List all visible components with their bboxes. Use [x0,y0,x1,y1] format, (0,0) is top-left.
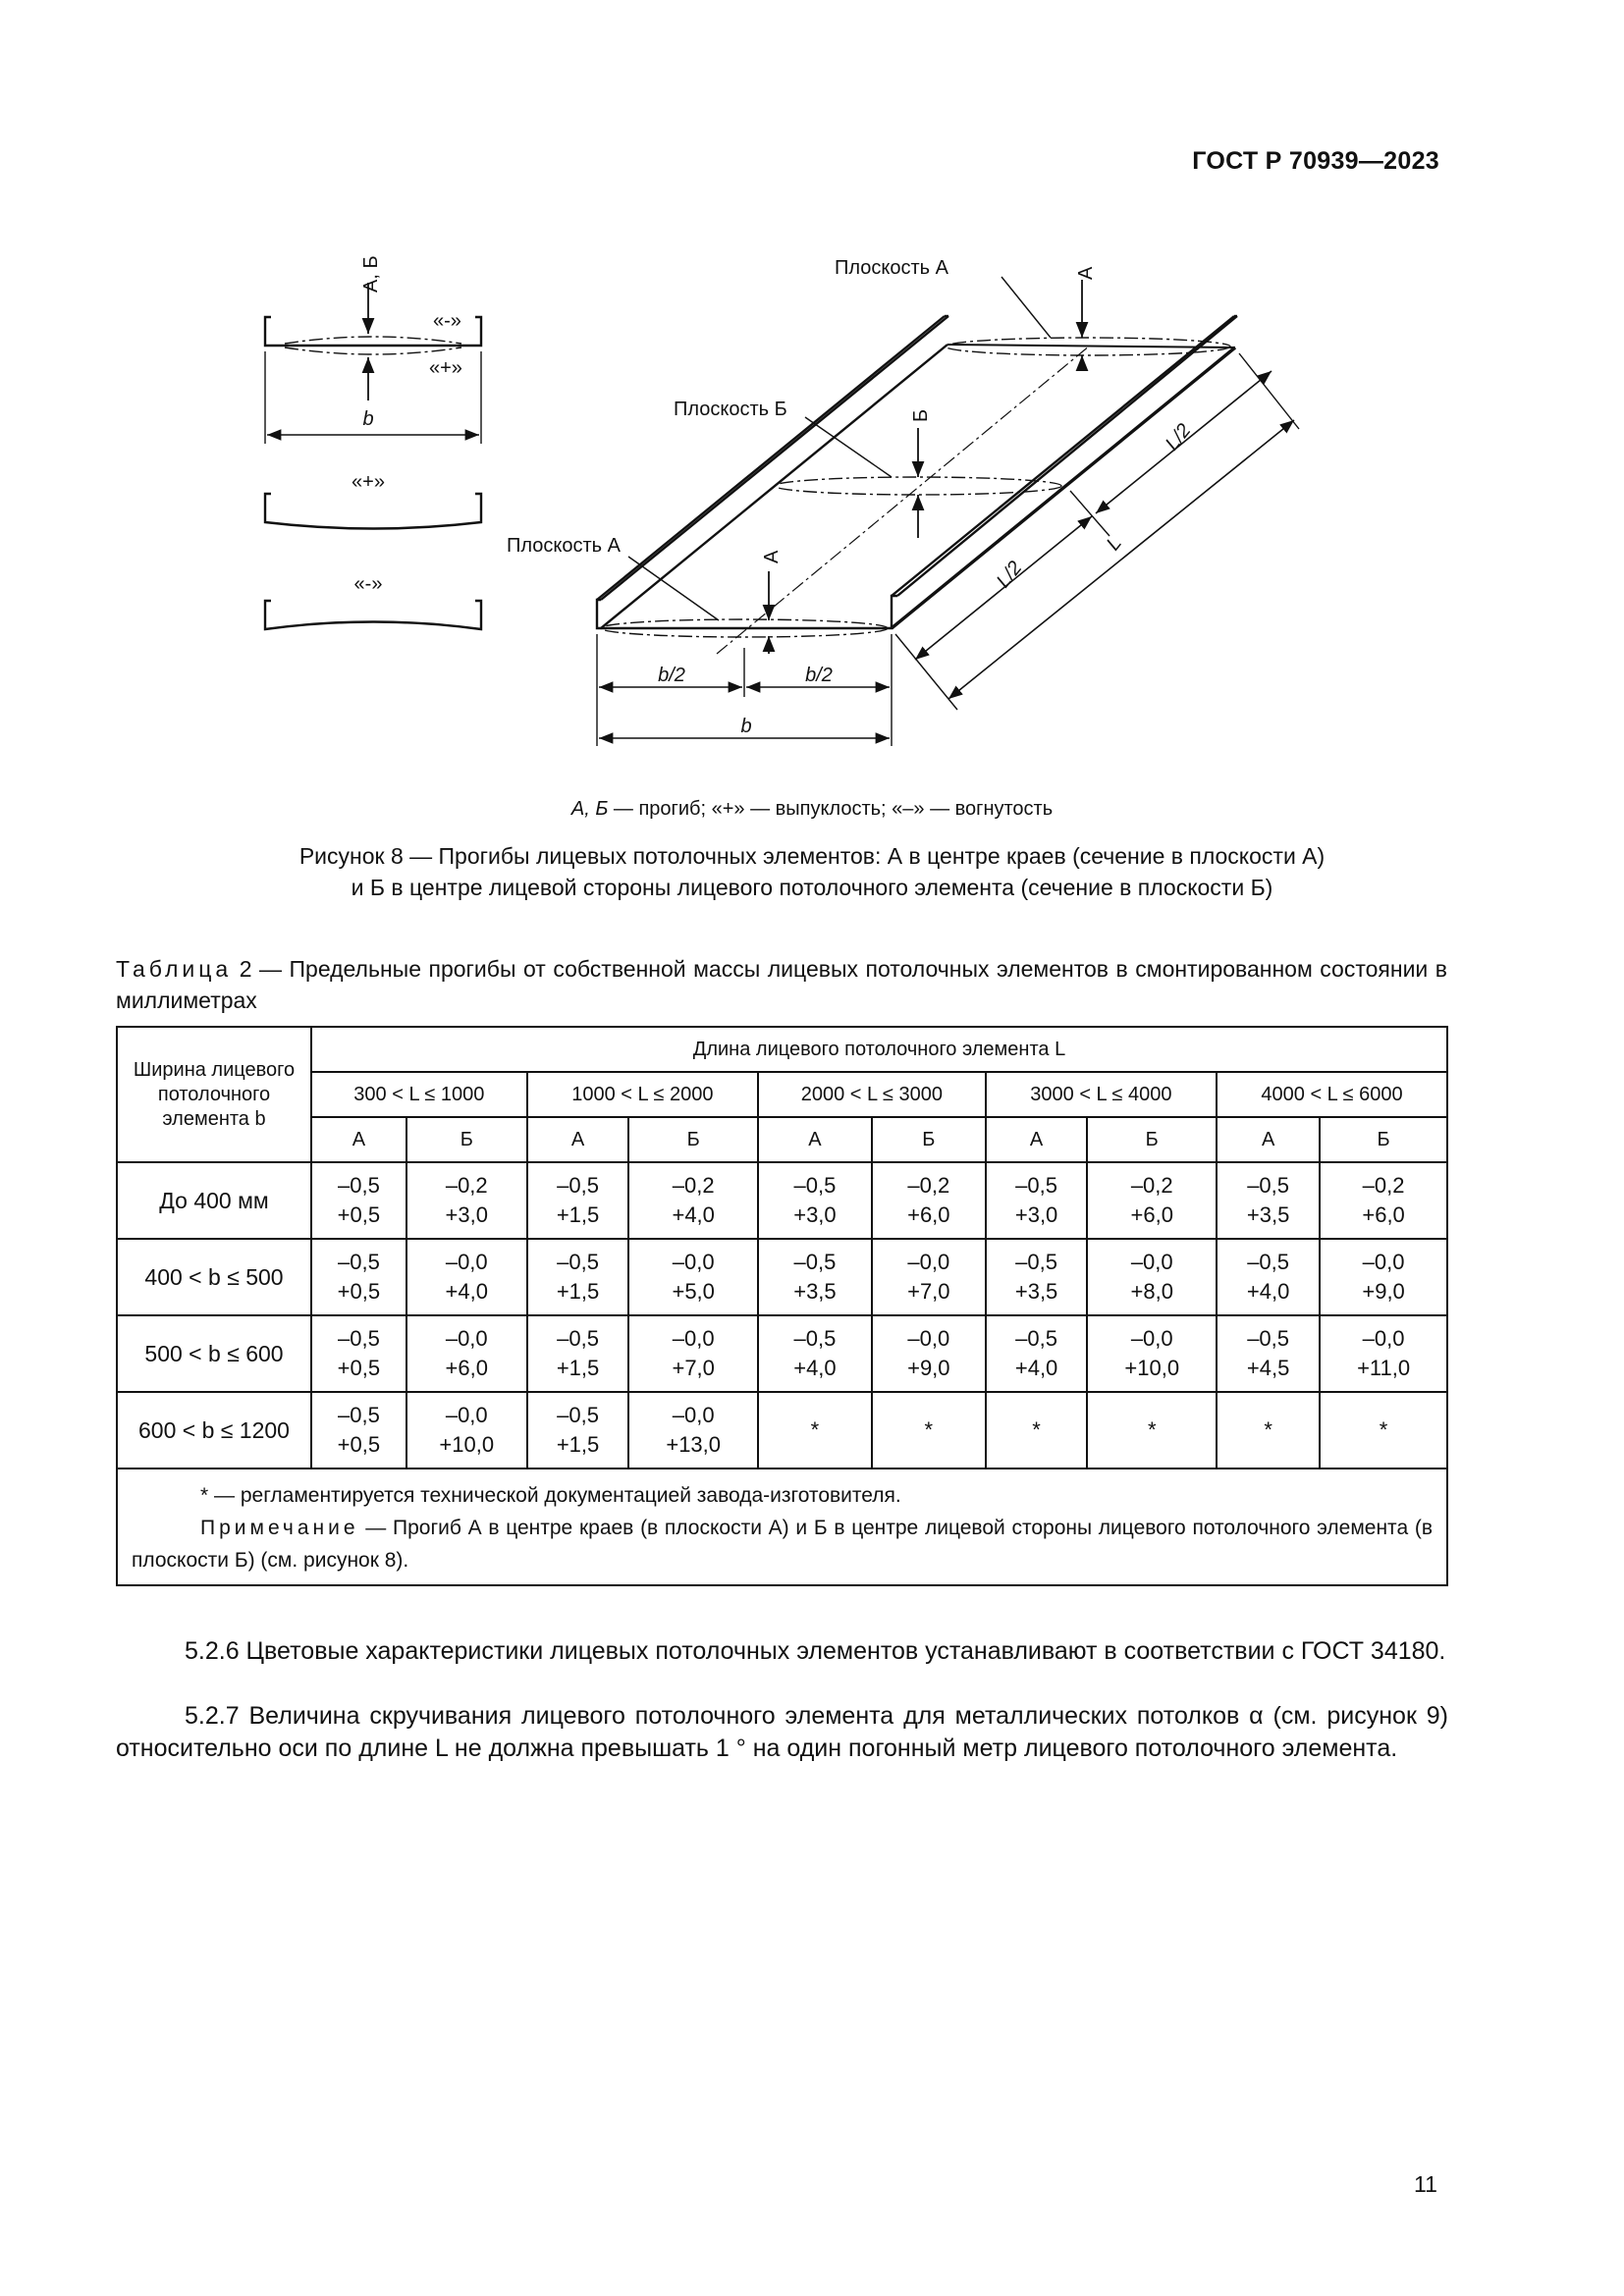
table-cell [628,1162,758,1239]
label-plus: «+» [429,357,462,379]
cell-value: +5,0 [672,1279,715,1304]
label-l-half-lower: L/2 [992,557,1027,593]
table-cell [406,1162,527,1239]
table-cell [872,1162,986,1239]
table-title [116,953,1447,1016]
table-body [117,1162,1447,1468]
cell-value: * [924,1417,934,1442]
cell-value: –0,5 [1247,1326,1290,1351]
cell-value: –0,0 [672,1326,715,1351]
cell-value: +6,0 [907,1202,950,1227]
cell-value: –0,0 [1130,1326,1173,1351]
cell-value: –0,2 [672,1173,715,1198]
table-cell [1320,1162,1447,1239]
paragraph-5-2-7: 5.2.7 Величина скручивания лицевого потолочного элемента для металлических потолков α (см. рисунок 9) относительно оси по длине L не должна превышать 1 ° на один погонный метр лицевого потолочного элемента. [116,1702,1448,1762]
table-cell [872,1239,986,1315]
label-half-b-right: b/2 [805,665,833,686]
table-cell [1087,1162,1217,1239]
cell-value: +7,0 [907,1279,950,1304]
cell-value: –0,5 [337,1173,380,1198]
table-row [117,1315,1447,1392]
cell-value: –0,5 [1247,1250,1290,1274]
label-b-width: b [362,408,374,430]
cell-value: –0,5 [337,1403,380,1427]
cell-value: –0,0 [907,1326,950,1351]
cell-value: –0,0 [672,1403,715,1427]
table-cell [1217,1162,1320,1239]
label-plane-a-top: Плоскость А [835,257,948,279]
label-arrow-a-bottom: А [761,550,783,563]
cell-value: +3,0 [445,1202,488,1227]
note-label: Примечание [200,1517,359,1539]
table-cell [1087,1239,1217,1315]
cell-value: –0,5 [337,1250,380,1274]
label-plane-b: Плоскость Б [674,399,787,420]
cell-value: * [1264,1417,1272,1442]
table-notes [117,1468,1447,1585]
cell-value: –0,0 [1362,1250,1405,1274]
table-cell [758,1162,872,1239]
cell-value: +7,0 [672,1356,715,1380]
concave-shape [265,601,481,629]
table-note [132,1512,1433,1576]
cell-value: –0,2 [1362,1173,1405,1198]
legend-text: — прогиб; «+» — выпуклость; «–» — вогнутость [608,798,1054,820]
table-cell [758,1315,872,1392]
table-cell [527,1315,629,1392]
label-plane-a-bottom: Плоскость А [507,535,621,557]
table-cell [406,1392,527,1468]
cell-value: * [1032,1417,1041,1442]
row-label: 400 < b ≤ 500 [117,1239,311,1315]
cell-value: +9,0 [907,1356,950,1380]
cell-value: +4,5 [1246,1356,1290,1380]
cell-value: –0,0 [445,1326,488,1351]
subheader-b: Б [872,1117,986,1162]
cell-value: –0,5 [557,1250,599,1274]
cell-value: +1,5 [556,1356,600,1380]
cell-value: +3,5 [1014,1279,1058,1304]
cell-value: –0,5 [1015,1250,1057,1274]
table-cell [628,1392,758,1468]
cell-value: +8,0 [1130,1279,1173,1304]
table-cell [311,1315,406,1392]
cell-value: –0,5 [557,1173,599,1198]
cell-value: +4,0 [1014,1356,1058,1380]
table-cell [1320,1315,1447,1392]
document-code: ГОСТ Р 70939—2023 [1192,147,1439,175]
row-label: 500 < b ≤ 600 [117,1315,311,1392]
cell-value: * [810,1417,820,1442]
table-cell [1320,1392,1447,1468]
header-width: Ширина лицевого потолочного элемента b [117,1027,311,1162]
cell-value: +3,0 [1014,1202,1058,1227]
table-cell [1217,1392,1320,1468]
subheader-a: А [758,1117,872,1162]
cell-value: +4,0 [445,1279,488,1304]
table-cell [1217,1239,1320,1315]
deflection-limits-table [116,1026,1448,1586]
convex-shape [265,494,481,529]
subheader-a: А [1217,1117,1320,1162]
subheader-a: А [986,1117,1088,1162]
cell-value: –0,5 [1247,1173,1290,1198]
cell-value: +1,5 [556,1279,600,1304]
figure-caption [0,840,1624,903]
label-arrow-b: Б [910,408,932,422]
header-range: 4000 < L ≤ 6000 [1217,1072,1447,1117]
table-row [117,1392,1447,1468]
figure-legend [0,798,1624,821]
table-row [117,1162,1447,1239]
cell-value: +4,0 [1246,1279,1290,1304]
label-l-half-upper: L/2 [1161,419,1196,455]
cell-value: –0,0 [907,1250,950,1274]
label-b-full: b [740,716,752,737]
cell-value: –0,0 [445,1403,488,1427]
label-ab-vertical: А, Б [360,255,382,293]
legend-symbols: А, Б [570,798,609,820]
table-cell [527,1239,629,1315]
cell-value: +4,0 [793,1356,837,1380]
cell-value: +0,5 [337,1432,381,1457]
table-row [117,1239,1447,1315]
deflection-drawing [236,236,1335,766]
table-cell [986,1392,1088,1468]
table-cell [406,1239,527,1315]
table-cell [628,1315,758,1392]
table-cell [527,1392,629,1468]
header-length: Длина лицевого потолочного элемента L [311,1027,1447,1072]
table-cell [527,1162,629,1239]
table-cell [872,1315,986,1392]
table-cell [1320,1239,1447,1315]
cell-value: +6,0 [1362,1202,1405,1227]
cell-value: –0,5 [1015,1326,1057,1351]
cell-value: –0,2 [445,1173,488,1198]
table-cell [1087,1392,1217,1468]
cell-value: –0,5 [793,1173,837,1198]
cell-value: +1,5 [556,1202,600,1227]
cell-value: +0,5 [337,1202,381,1227]
cell-value: –0,0 [1130,1250,1173,1274]
table-title-text: 2 — Предельные прогибы от собственной массы лицевых потолочных элементов в смонтированном состоянии в миллиметрах [116,956,1447,1013]
row-label: До 400 мм [117,1162,311,1239]
cell-value: * [1379,1417,1388,1442]
table-cell [758,1392,872,1468]
cell-value: –0,0 [672,1250,715,1274]
table-cell [311,1392,406,1468]
table-label: Таблица [116,956,233,982]
cell-value: +6,0 [1130,1202,1173,1227]
header-range: 1000 < L ≤ 2000 [527,1072,758,1117]
cell-value: +11,0 [1357,1356,1411,1380]
cell-value: +3,5 [1246,1202,1290,1227]
figure-8-diagram [236,236,1335,766]
table-cell [311,1239,406,1315]
paragraph-5-2-6: 5.2.6 Цветовые характеристики лицевых потолочных элементов устанавливают в соответствии с ГОСТ 34180. [185,1637,1446,1665]
header-range: 300 < L ≤ 1000 [311,1072,527,1117]
cell-value: –0,5 [557,1326,599,1351]
cell-value: +9,0 [1362,1279,1405,1304]
table-cell [986,1315,1088,1392]
page-number: 11 [1414,2171,1437,2197]
table-cell [406,1315,527,1392]
table-cell [1087,1315,1217,1392]
table-cell [1217,1315,1320,1392]
subheader-b: Б [1087,1117,1217,1162]
row-label: 600 < b ≤ 1200 [117,1392,311,1468]
label-arrow-a-top: А [1075,266,1097,280]
table-footnote: * — регламентируется технической документацией завода-изготовителя. [200,1484,901,1507]
subheader-b: Б [406,1117,527,1162]
table-cell [872,1392,986,1468]
cell-value: +3,0 [793,1202,837,1227]
table-cell [758,1239,872,1315]
caption-line-1: Рисунок 8 — Прогибы лицевых потолочных элементов: А в центре краев (сечение в плоскости А) [298,843,1326,869]
cell-value: –0,5 [1015,1173,1057,1198]
table-cell [311,1162,406,1239]
cell-value: –0,0 [1362,1326,1405,1351]
label-minus: «-» [433,310,461,332]
cell-value: +0,5 [337,1279,381,1304]
cell-value: +4,0 [672,1202,715,1227]
cell-value: –0,2 [907,1173,950,1198]
cell-value: +0,5 [337,1356,381,1380]
cell-value: –0,5 [793,1250,837,1274]
cell-value: –0,5 [793,1326,837,1351]
label-l-full: L [1102,532,1126,556]
caption-line-2: и Б в центре лицевой стороны лицевого потолочного элемента (сечение в плоскости Б) [351,875,1273,900]
cell-value: –0,5 [337,1326,380,1351]
profile-front-end [597,596,897,628]
cell-value: –0,0 [445,1250,488,1274]
cell-value: +6,0 [445,1356,488,1380]
subheader-b: Б [1320,1117,1447,1162]
table-cell [986,1239,1088,1315]
cell-value: * [1147,1417,1157,1442]
cell-value: +1,5 [556,1432,600,1457]
table-cell [628,1239,758,1315]
note-text: — Прогиб А в центре краев (в плоскости А) и Б в центре лицевой стороны лицевого потолочного элемента (в плоскости Б) (см. рисунок 8). [132,1517,1433,1572]
subheader-a: А [527,1117,629,1162]
cell-value: –0,2 [1130,1173,1173,1198]
subheader-a: А [311,1117,406,1162]
cell-value: +3,5 [793,1279,837,1304]
cell-value: +10,0 [439,1432,495,1457]
label-half-b-left: b/2 [658,665,685,686]
cell-value: –0,5 [557,1403,599,1427]
header-range: 3000 < L ≤ 4000 [986,1072,1217,1117]
header-range: 2000 < L ≤ 3000 [758,1072,986,1117]
cell-value: +13,0 [666,1432,722,1457]
label-shape-minus: «-» [353,573,383,595]
table-cell [986,1162,1088,1239]
label-shape-plus: «+» [352,471,385,493]
cell-value: +10,0 [1124,1356,1180,1380]
subheader-b: Б [628,1117,758,1162]
